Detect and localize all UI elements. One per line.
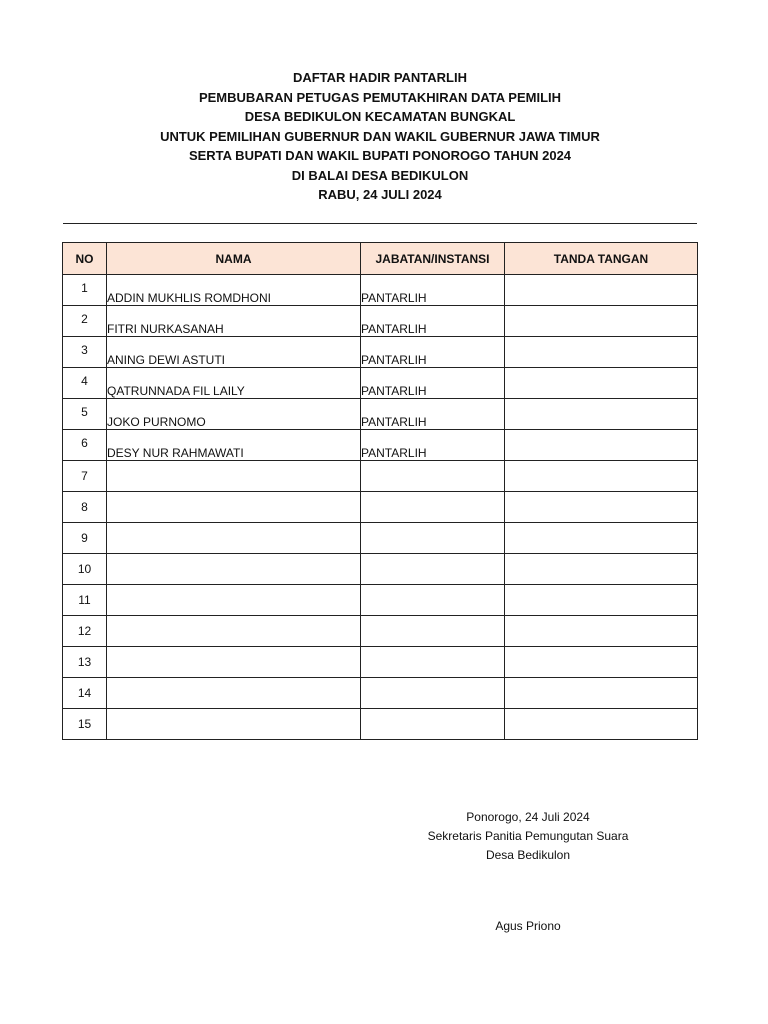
row-nama: FITRI NURKASANAH [107, 306, 361, 337]
row-signature-cell [505, 616, 698, 647]
row-number: 2 [63, 306, 107, 337]
row-jabatan [361, 554, 505, 585]
row-number: 12 [63, 616, 107, 647]
row-nama: QATRUNNADA FIL LAILY [107, 368, 361, 399]
row-number: 6 [63, 430, 107, 461]
title-line: DESA BEDIKULON KECAMATAN BUNGKAL [244, 109, 516, 124]
row-number: 10 [63, 554, 107, 585]
row-signature-cell [505, 709, 698, 740]
attendance-table [62, 242, 698, 740]
table-header-row [63, 243, 698, 275]
row-nama [107, 585, 361, 616]
row-number: 4 [63, 368, 107, 399]
title-line: DAFTAR HADIR PANTARLIH [292, 70, 468, 85]
row-signature-cell [505, 647, 698, 678]
row-jabatan [361, 678, 505, 709]
column-header-no: NO [63, 243, 107, 275]
title-line: PEMBUBARAN PETUGAS PEMUTAKHIRAN DATA PEMILIH [198, 89, 562, 105]
row-jabatan: PANTARLIH [361, 306, 505, 337]
row-number: 7 [63, 461, 107, 492]
row-signature-cell [505, 523, 698, 554]
signature-role: Sekretaris Panitia Pemungutan Suara [427, 829, 629, 843]
signature-place-date: Ponorogo, 24 Juli 2024 [466, 810, 590, 824]
row-jabatan: PANTARLIH [361, 399, 505, 430]
row-nama [107, 616, 361, 647]
row-nama [107, 709, 361, 740]
row-nama [107, 554, 361, 585]
row-jabatan: PANTARLIH [361, 337, 505, 368]
row-nama [107, 492, 361, 523]
row-nama: DESY NUR RAHMAWATI [107, 430, 361, 461]
row-signature-cell [505, 368, 698, 399]
table-row [63, 306, 698, 337]
title-line: DI BALAI DESA BEDIKULON [291, 167, 469, 183]
row-signature-cell [505, 337, 698, 368]
row-jabatan [361, 616, 505, 647]
row-jabatan [361, 709, 505, 740]
row-number: 14 [63, 678, 107, 709]
row-number: 5 [63, 399, 107, 430]
document-title-block [0, 68, 760, 205]
row-signature-cell [505, 399, 698, 430]
header-divider [63, 223, 697, 224]
row-signature-cell [505, 678, 698, 709]
row-nama [107, 647, 361, 678]
row-number: 9 [63, 523, 107, 554]
table-row [63, 585, 698, 616]
table-row [63, 678, 698, 709]
table-row [63, 647, 698, 678]
row-nama: ANING DEWI ASTUTI [107, 337, 361, 368]
table-row [63, 368, 698, 399]
row-number: 3 [63, 337, 107, 368]
title-date-line: RABU, 24 JULI 2024 [318, 187, 442, 202]
table-row [63, 492, 698, 523]
table-row [63, 523, 698, 554]
row-number: 15 [63, 709, 107, 740]
signatory-name: Agus Priono [495, 919, 561, 933]
row-signature-cell [505, 306, 698, 337]
title-line: SERTA BUPATI DAN WAKIL BUPATI PONOROGO TAHUN 2024 [188, 148, 572, 163]
row-jabatan [361, 492, 505, 523]
row-jabatan: PANTARLIH [361, 368, 505, 399]
row-nama: JOKO PURNOMO [107, 399, 361, 430]
row-signature-cell [505, 554, 698, 585]
row-signature-cell [505, 275, 698, 306]
table-row [63, 616, 698, 647]
row-number: 11 [63, 585, 107, 616]
signature-village: Desa Bedikulon [485, 848, 571, 862]
row-number: 1 [63, 275, 107, 306]
row-signature-cell [505, 430, 698, 461]
row-nama: ADDIN MUKHLIS ROMDHONI [107, 275, 361, 306]
row-jabatan: PANTARLIH [361, 430, 505, 461]
table-row [63, 275, 698, 306]
row-nama [107, 523, 361, 554]
table-row [63, 709, 698, 740]
signature-block [400, 808, 656, 865]
table-row [63, 461, 698, 492]
row-jabatan [361, 647, 505, 678]
row-nama [107, 461, 361, 492]
row-jabatan [361, 523, 505, 554]
row-signature-cell [505, 585, 698, 616]
title-line: UNTUK PEMILIHAN GUBERNUR DAN WAKIL GUBERNUR JAWA TIMUR [160, 128, 600, 144]
column-header-jabatan: JABATAN/INSTANSI [361, 243, 505, 275]
row-jabatan [361, 585, 505, 616]
row-number: 13 [63, 647, 107, 678]
row-nama [107, 678, 361, 709]
column-header-nama: NAMA [107, 243, 361, 275]
table-row [63, 430, 698, 461]
column-header-tanda-tangan: TANDA TANGAN [505, 243, 698, 275]
table-row [63, 554, 698, 585]
row-signature-cell [505, 492, 698, 523]
row-jabatan [361, 461, 505, 492]
row-number: 8 [63, 492, 107, 523]
row-signature-cell [505, 461, 698, 492]
table-row [63, 337, 698, 368]
table-row [63, 399, 698, 430]
row-jabatan: PANTARLIH [361, 275, 505, 306]
